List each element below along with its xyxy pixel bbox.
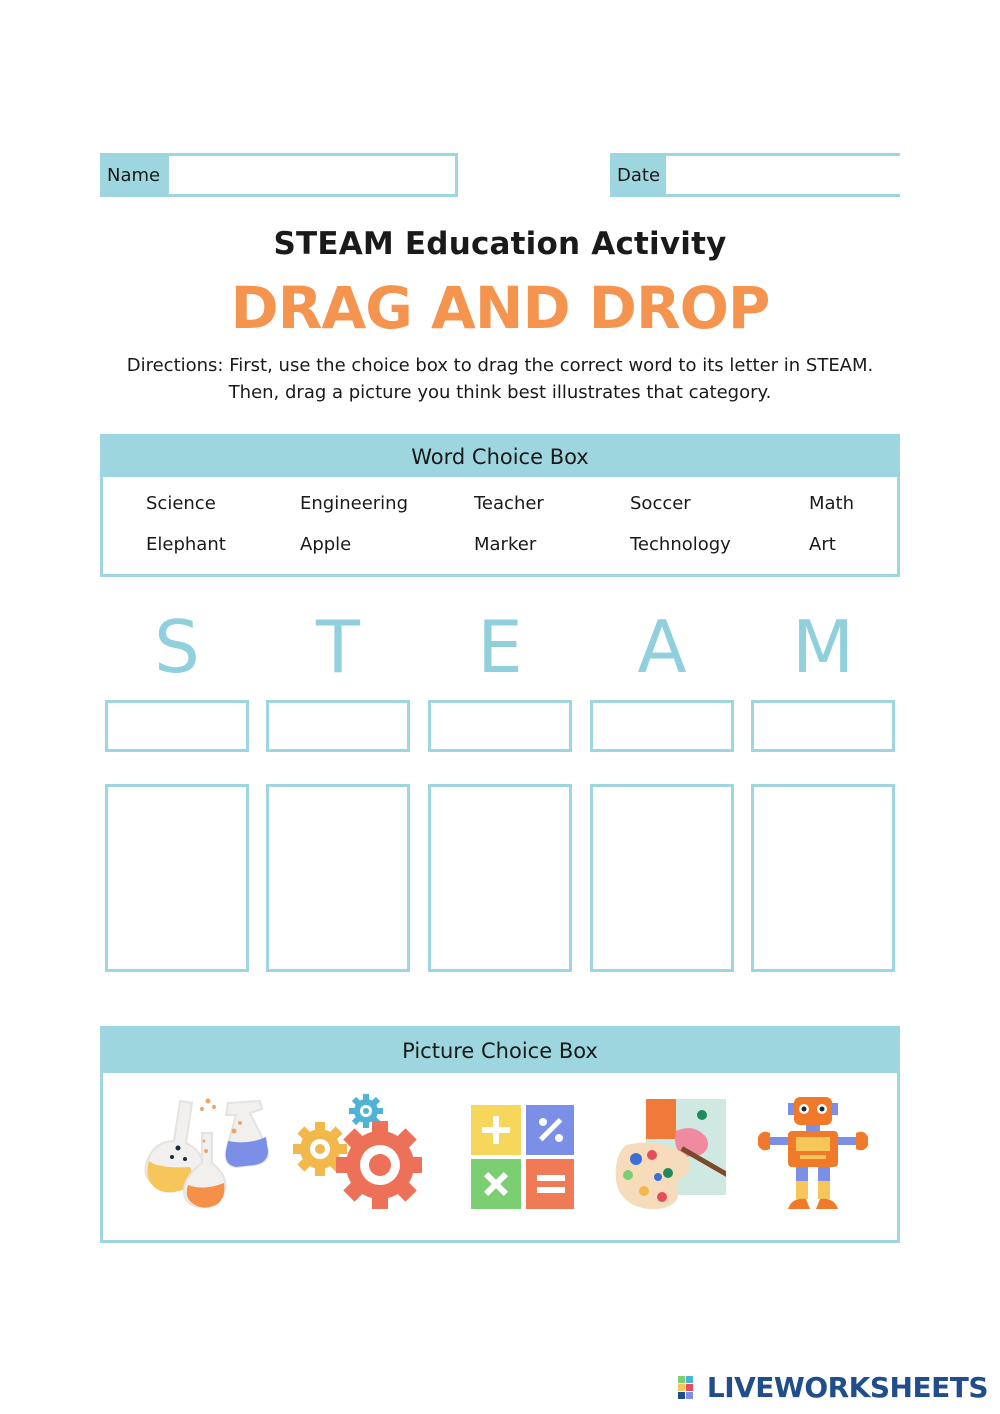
letter-a: A (637, 605, 687, 689)
robot-icon[interactable] (748, 1093, 878, 1223)
directions (0, 352, 1000, 406)
word-drop-slot-t[interactable] (266, 700, 410, 752)
word-drop-slot-m[interactable] (751, 700, 895, 752)
word-choice-list (103, 477, 897, 575)
paint-palette-icon[interactable] (596, 1093, 726, 1223)
gears-icon[interactable] (292, 1093, 422, 1223)
word-drop-slot-a[interactable] (590, 700, 734, 752)
word-choice-art[interactable]: Art (809, 534, 836, 555)
word-choice-box (100, 434, 900, 577)
date-label: Date (613, 156, 666, 194)
word-choice-math[interactable]: Math (809, 493, 855, 514)
math-symbols-icon[interactable] (444, 1093, 574, 1223)
liveworksheets-logo-text: LIVEWORKSHEETS (706, 1371, 988, 1404)
directions-line-2: Then, drag a picture you think best illustrates that category. (228, 382, 772, 403)
steam-letters (0, 605, 1000, 695)
word-choice-marker[interactable]: Marker (474, 534, 537, 555)
word-choice-elephant[interactable]: Elephant (146, 534, 226, 555)
word-choice-technology[interactable]: Technology (630, 534, 731, 555)
word-choice-teacher[interactable]: Teacher (474, 493, 544, 514)
date-input[interactable] (666, 156, 907, 194)
picture-drop-slot-t[interactable] (266, 784, 410, 972)
picture-choice-box (100, 1026, 900, 1243)
letter-s: S (154, 605, 200, 689)
name-field (100, 153, 458, 197)
liveworksheets-logo (677, 1371, 988, 1404)
letter-e: E (477, 605, 523, 689)
word-choice-soccer[interactable]: Soccer (630, 493, 691, 514)
letter-t: T (316, 605, 360, 689)
lab-flasks-icon[interactable] (140, 1093, 270, 1223)
liveworksheets-logo-icon (677, 1375, 703, 1401)
date-field (610, 153, 900, 197)
word-drop-slot-s[interactable] (105, 700, 249, 752)
picture-drop-slot-a[interactable] (590, 784, 734, 972)
word-choice-science[interactable]: Science (146, 493, 216, 514)
directions-line-1: Directions: First, use the choice box to drag the correct word to its letter in STEAM. (126, 355, 874, 376)
word-drop-slot-e[interactable] (428, 700, 572, 752)
page-subtitle: STEAM Education Activity (273, 226, 727, 262)
picture-drop-slot-m[interactable] (751, 784, 895, 972)
picture-choice-list (103, 1073, 897, 1240)
picture-drop-slot-e[interactable] (428, 784, 572, 972)
name-label: Name (103, 156, 169, 194)
picture-choice-box-header: Picture Choice Box (103, 1029, 897, 1073)
word-choice-engineering[interactable]: Engineering (300, 493, 408, 514)
page-title: DRAG AND DROP (230, 274, 770, 342)
name-input[interactable] (169, 156, 455, 194)
word-choice-apple[interactable]: Apple (300, 534, 352, 555)
word-choice-box-header: Word Choice Box (103, 437, 897, 477)
picture-drop-slot-s[interactable] (105, 784, 249, 972)
letter-m: M (791, 605, 855, 689)
